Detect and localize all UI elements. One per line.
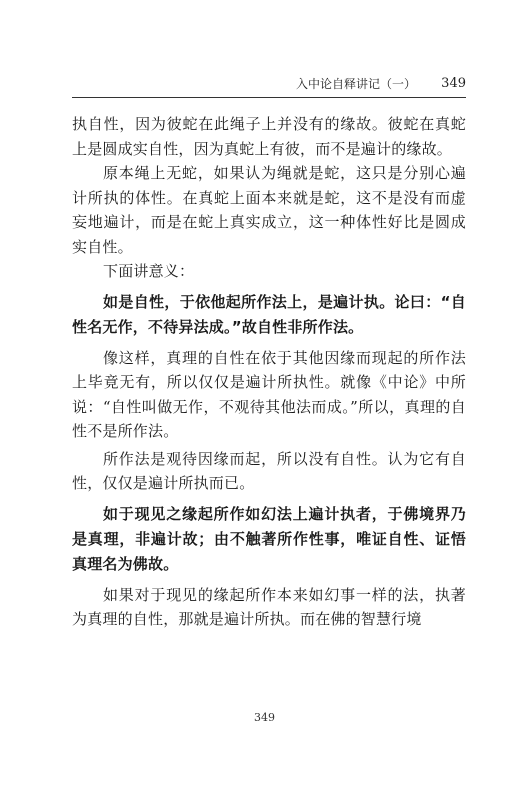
header-divider [72, 97, 466, 98]
page-body [72, 112, 466, 632]
footer-page-number: 349 [254, 711, 275, 724]
quote-paragraph-2: 如于现见之缘起所作如幻法上遍计执者，于佛境界乃是真理，非遍计故；由不触著所作性事，唯证自性、证悟真理名为佛故。 [72, 504, 466, 573]
running-header [296, 74, 466, 94]
header-title: 入中论自释讲记（一） [296, 77, 417, 91]
paragraph-3: 下面讲意义： [103, 262, 195, 280]
header-page-number: 349 [441, 76, 466, 91]
paragraph-1: 执自性，因为彼蛇在此绳子上并没有的缘故。彼蛇在真蛇上是圆成实自性，因为真蛇上有彼，而不是遍计的缘故。 [72, 115, 466, 158]
paragraph-2: 原本绳上无蛇，如果认为绳就是蛇，这只是分别心遍计所执的体性。在真蛇上面本来就是蛇，这不是没有而虚妄地遍计，而是在蛇上真实成立，这一种体性好比是圆成实自性。 [72, 164, 466, 256]
quote-paragraph-1: 如是自性，于依他起所作法上，是遍计执。论曰：“自性名无作，不待异法成。”故自性非所作法。 [72, 292, 466, 336]
paragraph-4: 像这样，真理的自性在依于其他因缘而现起的所作法上毕竟无有，所以仅仅是遍计所执性。就像《中论》中所说：“自性叫做无作，不观待其他法而成。”所以，真理的自性不是所作法。 [72, 348, 466, 440]
paragraph-6: 如果对于现见的缘起所作本来如幻事一样的法，执著为真理的自性，那就是遍计所执。而在佛的智慧行境 [72, 585, 466, 628]
paragraph-5: 所作法是观待因缘而起，所以没有自性。认为它有自性，仅仅是遍计所执而已。 [72, 449, 466, 492]
